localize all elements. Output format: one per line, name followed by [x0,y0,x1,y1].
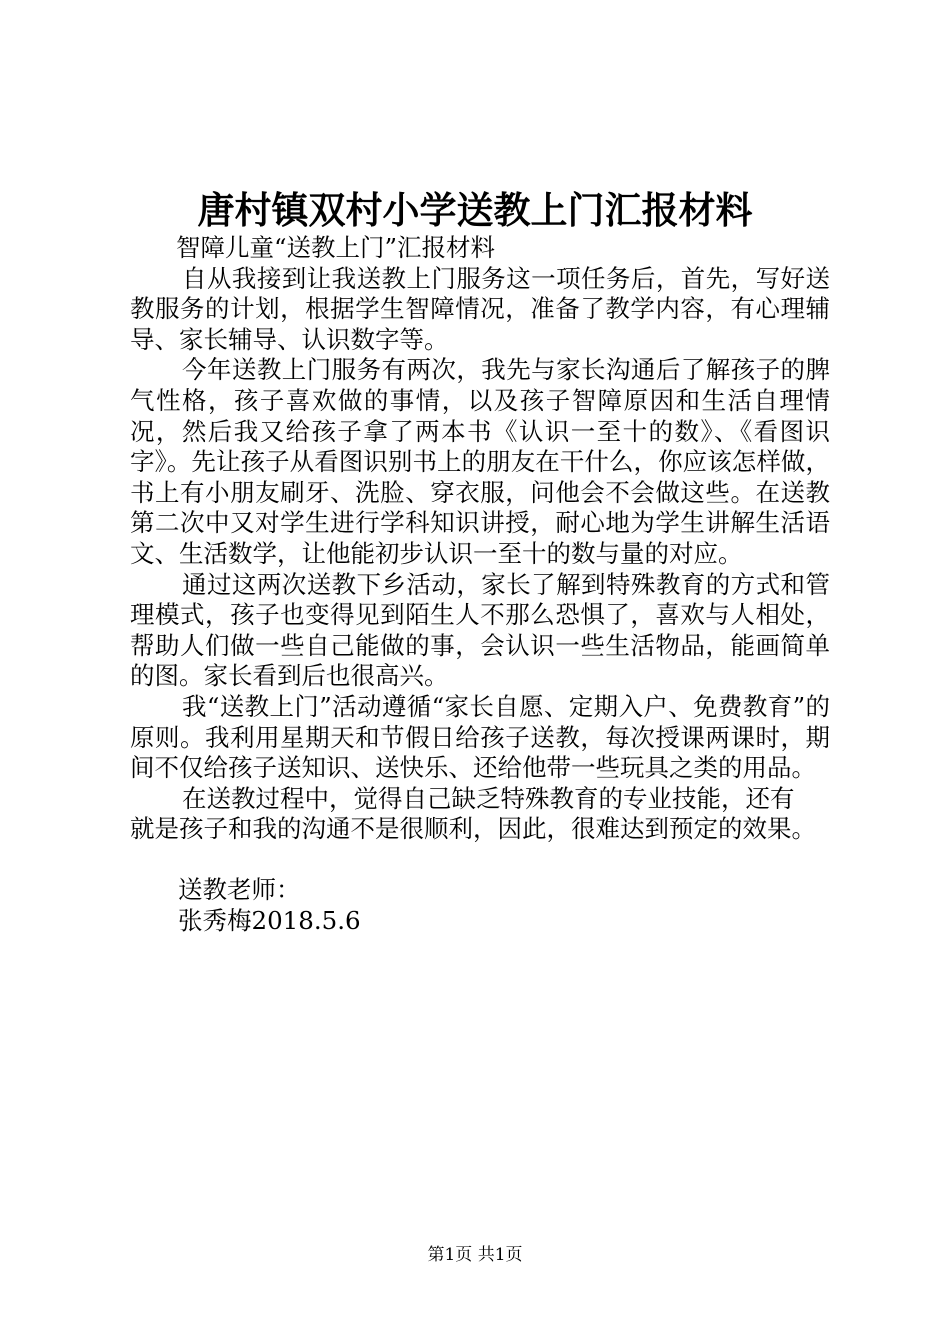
signature-label: 送教老师： [178,875,301,905]
body-paragraph-2: 今年送教上门服务有两次，我先与家长沟通后了解孩子的脾气性格，孩子喜欢做的事情，以及孩子智障原因和生活自理情况，然后我又给孩子拿了两本书《认识一至十的数》、《看图识字》。先让孩子从看图识别书上的朋友在干什么，你应该怎样做，书上有小朋友刷牙、洗脸、穿衣服，问他会不会做这些。在送教第二次中又对学生进行学科知识讲授，耐心地为学生讲解生活语文、生活数学，让他能初步认识一至十的数与量的对应。 [130,355,830,568]
body-paragraph-5-line-1: 在送教过程中，觉得自己缺乏特殊教育的专业技能，还有 [182,783,795,813]
blank-line [130,845,830,876]
body-paragraph-4: 我“送教上门”活动遵循“家长自愿、定期入户、免费教育”的原则。我利用星期天和节假日给孩子送教，每次授课两课时，期间不仅给孩子送知识、送快乐、还给他带一些玩具之类的用品。 [130,691,830,783]
page-footer: 第1页 共1页 [427,1245,523,1265]
signature-name-date: 张秀梅2018.5.6 [178,906,361,936]
document-body [130,233,830,937]
document-subtitle: 智障儿童“送教上门”汇报材料 [176,233,496,262]
body-paragraph-5-line-2: 就是孩子和我的沟通不是很顺利，因此，很难达到预定的效果。 [130,814,816,844]
document-title: 唐村镇双村小学送教上门汇报材料 [197,188,753,232]
body-paragraph-3: 通过这两次送教下乡活动，家长了解到特殊教育的方式和管理模式，孩子也变得见到陌生人不那么恐惧了，喜欢与人相处，帮助人们做一些自己能做的事，会认识一些生活物品，能画简单的图。家长看到后也很高兴。 [130,569,830,691]
body-paragraph-1: 自从我接到让我送教上门服务这一项任务后，首先，写好送教服务的计划，根据学生智障情况，准备了教学内容，有心理辅导、家长辅导、认识数字等。 [130,263,830,354]
